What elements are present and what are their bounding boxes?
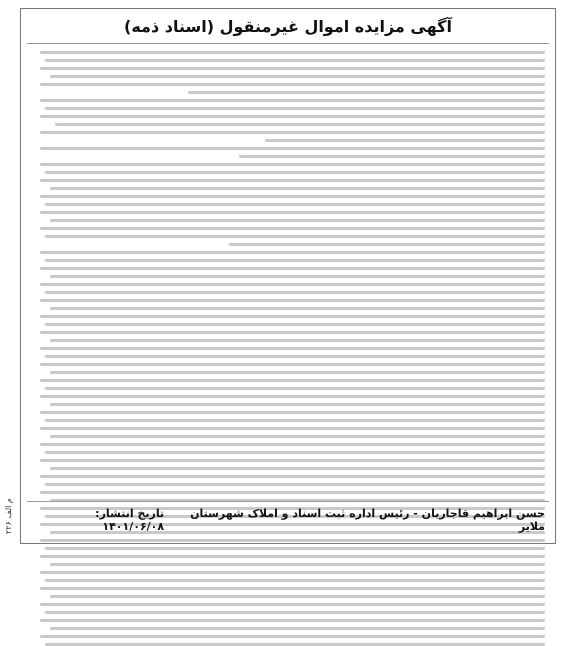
paragraph-specifications [35, 147, 545, 158]
notice-body [35, 51, 545, 495]
publication-date: تاریخ انتشار: ۱۴۰۱/۰۶/۰۸ [95, 507, 165, 533]
notice-frame [20, 8, 556, 544]
footer-divider [27, 501, 549, 502]
paragraph-expert-report [35, 251, 545, 646]
paragraph-intro [35, 51, 545, 94]
paragraph-boundaries [35, 163, 545, 246]
signature-line: حسن ابراهیم قاجاریان - رئیس اداره ثبت اسناد و املاک شهرستان ملایر [190, 507, 545, 533]
paragraph-property-description [35, 99, 545, 142]
notice-title: آگهی مزایده اموال غیرمنقول (اسناد ذمه) [124, 17, 452, 36]
reference-code: م الف ۲۲۶ [4, 498, 13, 534]
notice-footer [31, 509, 545, 531]
title-divider [27, 43, 549, 44]
